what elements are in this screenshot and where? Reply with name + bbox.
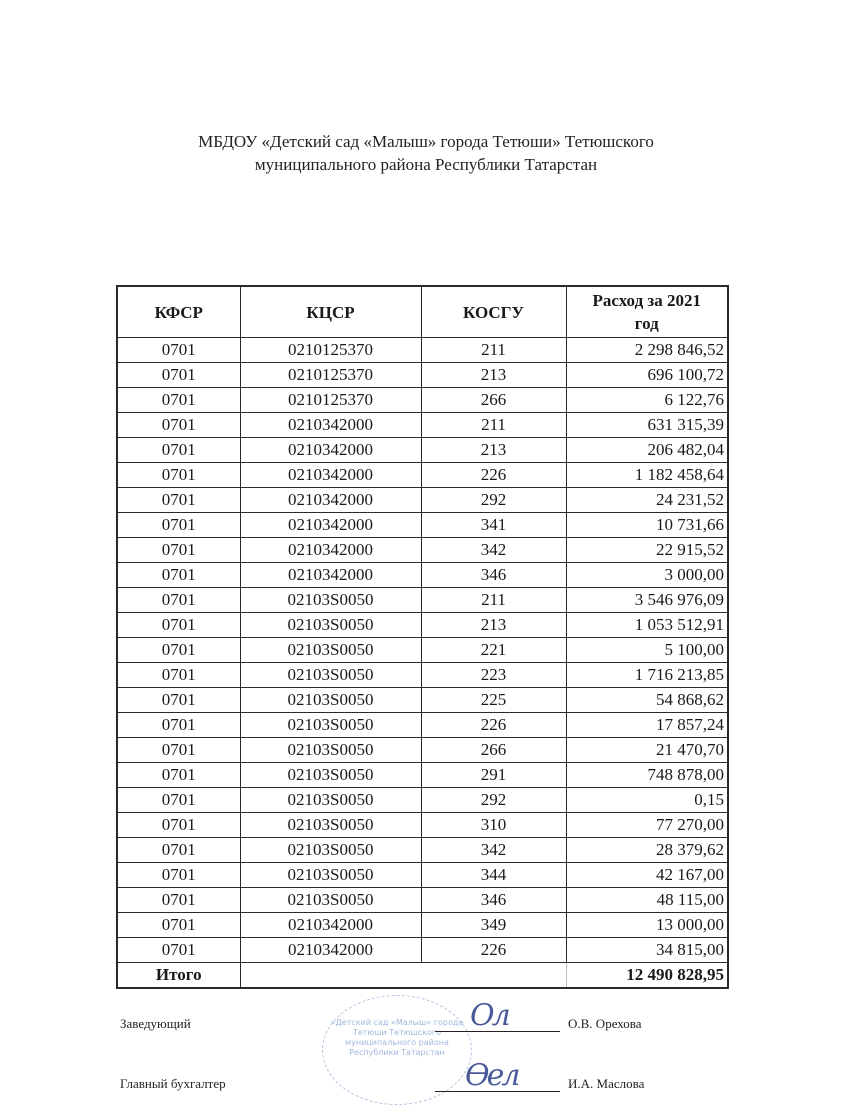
cell-kfsr: 0701 xyxy=(117,688,240,713)
title-line-2: муниципального района Республики Татарстан xyxy=(254,155,598,174)
table-row xyxy=(117,588,728,613)
cell-kcsr: 02103S0050 xyxy=(240,613,421,638)
cell-kosgu: 291 xyxy=(421,763,566,788)
cell-expense: 1 053 512,91 xyxy=(566,613,728,638)
cell-kosgu: 211 xyxy=(421,413,566,438)
cell-kosgu: 211 xyxy=(421,338,566,363)
table-row xyxy=(117,413,728,438)
cell-kfsr: 0701 xyxy=(117,838,240,863)
table-row xyxy=(117,663,728,688)
cell-kosgu: 213 xyxy=(421,613,566,638)
cell-kcsr: 02103S0050 xyxy=(240,688,421,713)
stamp-text: «Детский сад «Малыш» города Тетюши Тетюшского муниципального района Республики Татарстан xyxy=(330,1018,464,1057)
cell-kcsr: 0210125370 xyxy=(240,363,421,388)
cell-kosgu: 266 xyxy=(421,388,566,413)
table-row xyxy=(117,838,728,863)
table-row xyxy=(117,488,728,513)
cell-kcsr: 02103S0050 xyxy=(240,813,421,838)
table-row xyxy=(117,938,728,963)
table-row xyxy=(117,813,728,838)
table-row xyxy=(117,638,728,663)
cell-kosgu: 266 xyxy=(421,738,566,763)
cell-kcsr: 02103S0050 xyxy=(240,888,421,913)
cell-expense: 5 100,00 xyxy=(566,638,728,663)
cell-kcsr: 0210342000 xyxy=(240,438,421,463)
cell-kosgu: 226 xyxy=(421,713,566,738)
cell-expense: 48 115,00 xyxy=(566,888,728,913)
table-row xyxy=(117,363,728,388)
accountant-title: Главный бухгалтер xyxy=(120,1076,226,1091)
cell-expense: 13 000,00 xyxy=(566,913,728,938)
cell-expense: 34 815,00 xyxy=(566,938,728,963)
cell-kcsr: 02103S0050 xyxy=(240,788,421,813)
cell-kosgu: 341 xyxy=(421,513,566,538)
cell-kosgu: 213 xyxy=(421,438,566,463)
cell-expense: 17 857,24 xyxy=(566,713,728,738)
cell-kosgu: 292 xyxy=(421,488,566,513)
cell-expense: 748 878,00 xyxy=(566,763,728,788)
cell-kosgu: 346 xyxy=(421,563,566,588)
title-line-1: МБДОУ «Детский сад «Малыш» города Тетюши» Тетюшского xyxy=(198,132,654,151)
cell-expense: 54 868,62 xyxy=(566,688,728,713)
cell-kosgu: 221 xyxy=(421,638,566,663)
cell-kfsr: 0701 xyxy=(117,588,240,613)
cell-expense: 28 379,62 xyxy=(566,838,728,863)
cell-kcsr: 0210125370 xyxy=(240,338,421,363)
cell-expense: 6 122,76 xyxy=(566,388,728,413)
cell-kcsr: 0210125370 xyxy=(240,388,421,413)
cell-kcsr: 02103S0050 xyxy=(240,838,421,863)
cell-kosgu: 226 xyxy=(421,463,566,488)
table-row xyxy=(117,388,728,413)
table-row xyxy=(117,463,728,488)
head-name: О.В. Орехова xyxy=(568,1016,642,1031)
cell-kcsr: 0210342000 xyxy=(240,463,421,488)
table-row xyxy=(117,713,728,738)
cell-kfsr: 0701 xyxy=(117,513,240,538)
cell-expense: 2 298 846,52 xyxy=(566,338,728,363)
cell-kosgu: 225 xyxy=(421,688,566,713)
cell-kosgu: 226 xyxy=(421,938,566,963)
cell-kfsr: 0701 xyxy=(117,388,240,413)
cell-expense: 24 231,52 xyxy=(566,488,728,513)
total-row xyxy=(117,963,728,989)
head-signature: Ол xyxy=(470,998,508,1033)
head-title: Заведующий xyxy=(120,1016,191,1031)
cell-kcsr: 02103S0050 xyxy=(240,738,421,763)
expense-table xyxy=(116,285,729,989)
table-row xyxy=(117,863,728,888)
header-kosgu: КОСГУ xyxy=(421,286,566,338)
cell-kfsr: 0701 xyxy=(117,738,240,763)
cell-kcsr: 0210342000 xyxy=(240,513,421,538)
cell-kfsr: 0701 xyxy=(117,713,240,738)
cell-expense: 1 716 213,85 xyxy=(566,663,728,688)
total-label: Итого xyxy=(117,963,240,989)
header-kfsr: КФСР xyxy=(117,286,240,338)
cell-kcsr: 02103S0050 xyxy=(240,763,421,788)
table-row xyxy=(117,738,728,763)
cell-kosgu: 213 xyxy=(421,363,566,388)
cell-kfsr: 0701 xyxy=(117,438,240,463)
cell-kosgu: 342 xyxy=(421,838,566,863)
cell-kfsr: 0701 xyxy=(117,913,240,938)
cell-kcsr: 0210342000 xyxy=(240,488,421,513)
cell-expense: 631 315,39 xyxy=(566,413,728,438)
cell-kfsr: 0701 xyxy=(117,888,240,913)
cell-expense: 206 482,04 xyxy=(566,438,728,463)
official-stamp xyxy=(322,995,472,1105)
total-value: 12 490 828,95 xyxy=(566,963,728,989)
table-header-row xyxy=(117,286,728,338)
cell-kcsr: 0210342000 xyxy=(240,538,421,563)
document-title xyxy=(0,130,852,176)
total-blank-cell xyxy=(240,963,566,989)
cell-kfsr: 0701 xyxy=(117,538,240,563)
table-row xyxy=(117,613,728,638)
cell-kfsr: 0701 xyxy=(117,938,240,963)
cell-kcsr: 02103S0050 xyxy=(240,638,421,663)
table-row xyxy=(117,563,728,588)
table-row xyxy=(117,763,728,788)
accountant-name: И.А. Маслова xyxy=(568,1076,645,1091)
table-row xyxy=(117,888,728,913)
cell-kcsr: 0210342000 xyxy=(240,913,421,938)
cell-kosgu: 310 xyxy=(421,813,566,838)
cell-kcsr: 02103S0050 xyxy=(240,588,421,613)
cell-expense: 3 000,00 xyxy=(566,563,728,588)
cell-kosgu: 342 xyxy=(421,538,566,563)
table-row xyxy=(117,538,728,563)
cell-expense: 77 270,00 xyxy=(566,813,728,838)
cell-kfsr: 0701 xyxy=(117,663,240,688)
table-row xyxy=(117,438,728,463)
cell-kosgu: 349 xyxy=(421,913,566,938)
cell-kfsr: 0701 xyxy=(117,563,240,588)
cell-kosgu: 346 xyxy=(421,888,566,913)
cell-kosgu: 223 xyxy=(421,663,566,688)
cell-expense: 21 470,70 xyxy=(566,738,728,763)
accountant-signature: Ѳел xyxy=(465,1058,518,1093)
cell-kfsr: 0701 xyxy=(117,813,240,838)
cell-kosgu: 344 xyxy=(421,863,566,888)
cell-kcsr: 0210342000 xyxy=(240,938,421,963)
table-row xyxy=(117,513,728,538)
cell-kfsr: 0701 xyxy=(117,863,240,888)
header-expense-2021: Расход за 2021 год xyxy=(566,286,728,338)
cell-kfsr: 0701 xyxy=(117,363,240,388)
table-row xyxy=(117,788,728,813)
cell-kfsr: 0701 xyxy=(117,488,240,513)
cell-expense: 42 167,00 xyxy=(566,863,728,888)
cell-kfsr: 0701 xyxy=(117,413,240,438)
cell-expense: 22 915,52 xyxy=(566,538,728,563)
cell-kcsr: 02103S0050 xyxy=(240,863,421,888)
table-row xyxy=(117,338,728,363)
cell-expense: 0,15 xyxy=(566,788,728,813)
cell-kcsr: 02103S0050 xyxy=(240,663,421,688)
cell-expense: 3 546 976,09 xyxy=(566,588,728,613)
cell-kcsr: 0210342000 xyxy=(240,413,421,438)
cell-kosgu: 211 xyxy=(421,588,566,613)
cell-kfsr: 0701 xyxy=(117,463,240,488)
table-row xyxy=(117,688,728,713)
cell-kfsr: 0701 xyxy=(117,638,240,663)
cell-expense: 696 100,72 xyxy=(566,363,728,388)
cell-kfsr: 0701 xyxy=(117,338,240,363)
cell-kcsr: 0210342000 xyxy=(240,563,421,588)
cell-kfsr: 0701 xyxy=(117,763,240,788)
cell-kfsr: 0701 xyxy=(117,613,240,638)
cell-kosgu: 292 xyxy=(421,788,566,813)
cell-kcsr: 02103S0050 xyxy=(240,713,421,738)
cell-expense: 10 731,66 xyxy=(566,513,728,538)
cell-kfsr: 0701 xyxy=(117,788,240,813)
header-kcsr: КЦСР xyxy=(240,286,421,338)
table-row xyxy=(117,913,728,938)
cell-expense: 1 182 458,64 xyxy=(566,463,728,488)
